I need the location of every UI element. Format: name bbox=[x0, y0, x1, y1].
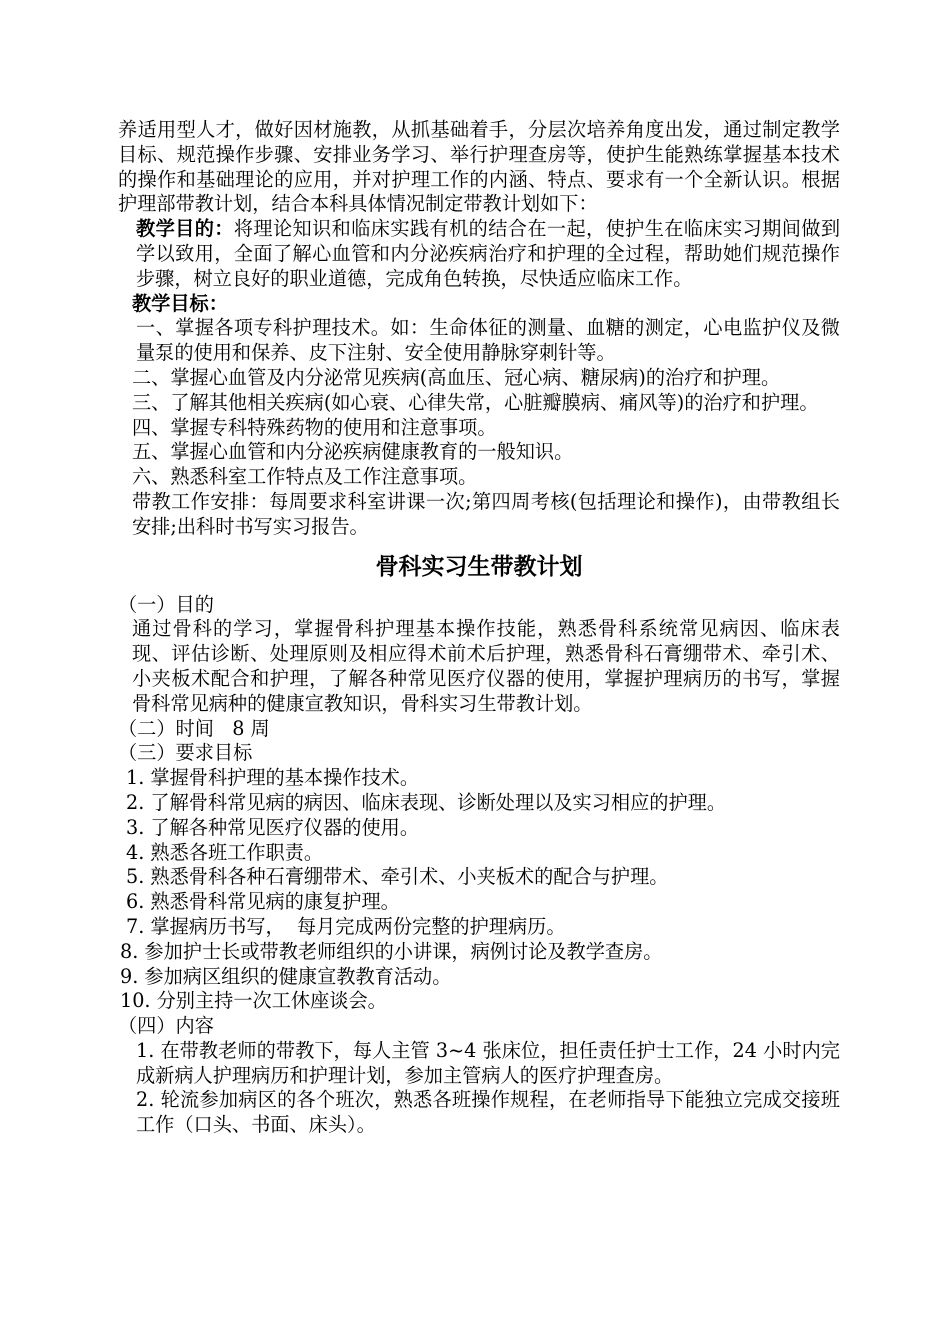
goal-item: 二、掌握心血管及内分泌常见疾病(高血压、冠心病、糖尿病)的治疗和护理。 bbox=[132, 365, 781, 389]
time-heading: （二）时间 8 周 bbox=[118, 716, 270, 740]
requirement-item: 9. 参加病区组织的健康宣教教育活动。 bbox=[120, 964, 452, 988]
teaching-purpose-text: 将理论知识和临床实践有机的结合在一起，使护生在临床实习期间做到学以致用，全面了解心血管和内分泌疾病治疗和护理的全过程，帮助她们规范操作步骤，树立良好的职业道德，完成角色转换，尽快适应临床工作。 bbox=[136, 217, 841, 290]
teaching-purpose-label: 教学目的： bbox=[136, 217, 234, 241]
teaching-arrangement: 带教工作安排：每周要求科室讲课一次;第四周考核(包括理论和操作)，由带教组长安排;出科时书写实习报告。 bbox=[132, 489, 840, 538]
section-title: 骨科实习生带教计划 bbox=[375, 553, 583, 580]
content-item: 1. 在带教老师的带教下，每人主管 3~4 张床位，担任责任护士工作，24 小时内完成新病人护理病历和护理计划，参加主管病人的医疗护理查房。 bbox=[136, 1038, 840, 1087]
requirement-item: 7. 掌握病历书写， 每月完成两份完整的护理病历。 bbox=[126, 914, 566, 938]
requirement-item: 4. 熟悉各班工作职责。 bbox=[126, 840, 324, 864]
document-page bbox=[118, 118, 840, 1138]
requirement-item: 10. 分别主持一次工休座谈会。 bbox=[120, 989, 387, 1013]
purpose-text: 通过骨科的学习，掌握骨科护理基本操作技能，熟悉骨科系统常见病因、临床表现、评估诊断、处理原则及相应得术前术后护理，熟悉骨科石膏绷带术、牵引术、小夹板术配合和护理，了解各种常见医疗仪器的使用，掌握护理病历的书写，掌握骨科常见病种的健康宣教知识，骨科实习生带教计划。 bbox=[132, 617, 840, 715]
goal-item: 三、了解其他相关疾病(如心衰、心律失常，心脏瓣膜病、痛风等)的治疗和护理。 bbox=[132, 390, 819, 414]
purpose-heading: （一）目的 bbox=[118, 592, 214, 616]
content-item: 2. 轮流参加病区的各个班次，熟悉各班操作规程，在老师指导下能独立完成交接班工作（口头、书面、床头）。 bbox=[136, 1088, 840, 1137]
requirement-item: 1. 掌握骨科护理的基本操作技术。 bbox=[126, 766, 420, 790]
goal-item: 一、掌握各项专科护理技术。如：生命体征的测量、血糖的测定，心电监护仪及微量泵的使用和保养、皮下注射、安全使用静脉穿刺针等。 bbox=[136, 316, 840, 365]
teaching-goals-label: 教学目标： bbox=[132, 291, 228, 315]
content-heading: （四）内容 bbox=[118, 1014, 214, 1038]
intro-paragraph: 养适用型人才，做好因材施教，从抓基础着手，分层次培养角度出发，通过制定教学目标、规范操作步骤、安排业务学习、举行护理查房等，使护生能熟练掌握基本技术的操作和基础理论的应用，并对护理工作的内涵、特点、要求有一个全新认识。根据护理部带教计划，结合本科具体情况制定带教计划如下： bbox=[118, 118, 840, 216]
requirement-item: 2. 了解骨科常见病的病因、临床表现、诊断处理以及实习相应的护理。 bbox=[126, 790, 727, 814]
requirement-item: 8. 参加护士长或带教老师组织的小讲课，病例讨论及教学查房。 bbox=[120, 939, 663, 963]
goal-item: 四、掌握专科特殊药物的使用和注意事项。 bbox=[132, 415, 497, 439]
requirement-item: 5. 熟悉骨科各种石膏绷带术、牵引术、小夹板术的配合与护理。 bbox=[126, 865, 669, 889]
requirement-item: 3. 了解各种常见医疗仪器的使用。 bbox=[126, 815, 420, 839]
teaching-purpose-paragraph bbox=[118, 217, 840, 291]
requirement-item: 6. 熟悉骨科常见病的康复护理。 bbox=[126, 890, 400, 914]
goal-item: 六、熟悉科室工作特点及工作注意事项。 bbox=[132, 465, 478, 489]
requirements-heading: （三）要求目标 bbox=[118, 741, 253, 765]
goal-item: 五、掌握心血管和内分泌疾病健康教育的一般知识。 bbox=[132, 440, 574, 464]
